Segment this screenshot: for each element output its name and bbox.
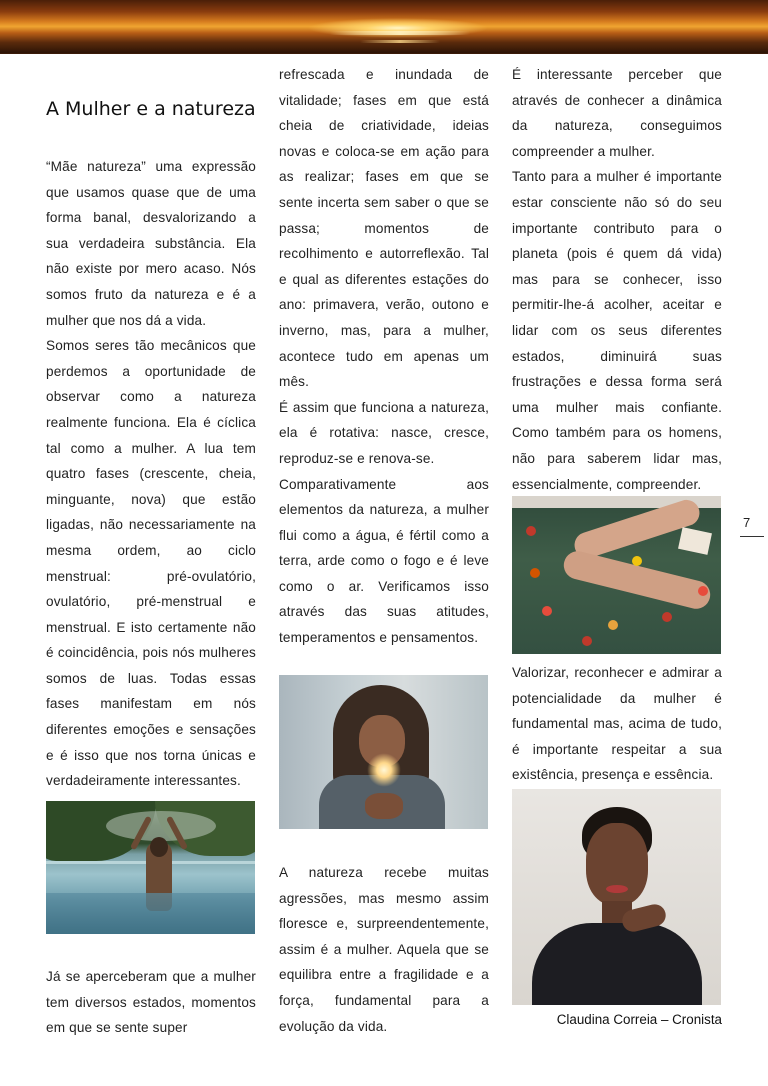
paragraph: Comparativamente aos elementos da natureza, a mulher flui como a água, é fértil como a terra, arde como o fogo e é leve como o ar. Verificamos isso através das suas atitudes, temperamentos e pensamentos. (279, 476, 489, 646)
column-1-text (46, 154, 256, 794)
author-caption: Claudina Correia – Cronista (556, 1012, 722, 1027)
sun-glare (330, 31, 470, 35)
photo-woman-infinity-pool (46, 801, 255, 934)
column-2-text (279, 62, 489, 651)
article-title: A Mulher e a natureza (46, 98, 256, 120)
paragraph: Tanto para a mulher é importante estar consciente não só do seu importante contributo para o planeta (pois é quem dá vida) mas para se conhecer, isso permitir-lhe-á acolher, aceitar e lidar com os seus diferentes estados, diminuirá suas frustrações e dessa forma será uma mulher mais confiante. Como também para os homens, não para saberem lidar mas, essencialmente, compreender. (512, 169, 722, 492)
column-3-continuation (512, 660, 722, 788)
header-banner-sunset (0, 0, 768, 54)
paragraph: A natureza recebe muitas agressões, mas mesmo assim floresce e, surpreendentemente, assim é a mulher. Aquela que se equilibra entre a fragilidade e a força, fundamental para a evolução da vida. (279, 865, 489, 1034)
column-3-text (512, 62, 722, 497)
column-1-continuation (46, 964, 256, 1041)
photo-author-portrait (512, 789, 721, 1005)
page-number: 7 (743, 515, 751, 530)
paragraph: Já se aperceberam que a mulher tem diversos estados, momentos em que se sente super (46, 969, 256, 1036)
photo-flower-bath (512, 496, 721, 654)
paragraph: “Mãe natureza” uma expressão que usamos quase que de uma forma banal, desvalorizando a sua verdadeira substância. Ela não existe por mero acaso. Nós somos fruto da natureza e é a mulher que nos dá a vida. (46, 159, 256, 328)
sun-reflection (360, 40, 440, 43)
page-number-rule (740, 536, 764, 537)
paragraph: É assim que funciona a natureza, ela é rotativa: nasce, cresce, reproduz-se e renova-se. (279, 399, 489, 466)
paragraph: refrescada e inundada de vitalidade; fases em que está cheia de criatividade, ideias novas e coloca-se em ação para as realizar; fases em que se sente incerta sem saber o que se passa; momentos de recolhimento e autorreflexão. Tal e qual as diferentes estações do ano: primavera, verão, outono e inverno, mas, para a mulher, acontece tudo em apenas um mês. (279, 67, 489, 390)
paragraph: É interessante perceber que através de conhecer a dinâmica da natureza, conseguimos compreender a mulher. (512, 67, 722, 159)
column-2-continuation (279, 860, 489, 1039)
photo-woman-sparkler (279, 675, 488, 829)
paragraph: Somos seres tão mecânicos que perdemos a oportunidade de observar como a natureza realmente funciona. Ela é cíclica tal como a mulher. A lua tem quatro fases (crescente, cheia, minguante, nova) que estão ligadas, não necessariamente na mesma ordem, ao ciclo menstrual: pré-ovulatório, ovulatório, pré-menstrual e menstrual. E isto certamente não é coincidência, pois nós mulheres somos de luas. Todas essas fases manifestam em nós diferentes emoções e sensações e é isso que nos torna únicas e verdadeiramente interessantes. (46, 338, 256, 789)
paragraph: Valorizar, reconhecer e admirar a potencialidade da mulher é fundamental mas, acima de tudo, é importante respeitar a sua existência, presença e essência. (512, 665, 722, 783)
